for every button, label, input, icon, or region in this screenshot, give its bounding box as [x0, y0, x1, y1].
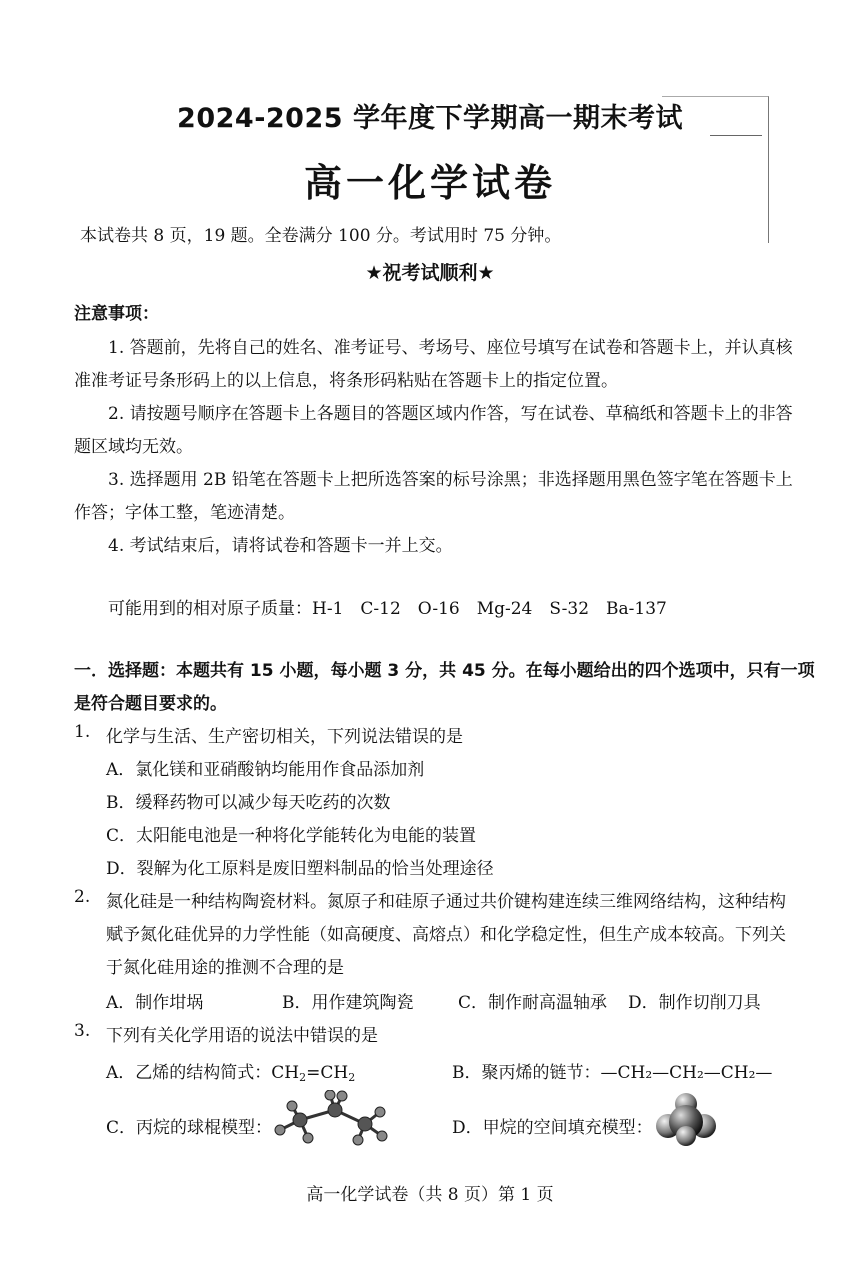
section-heading: 一．选择题：本题共有 15 小题，每小题 3 分，共 45 分。在每小题给出的四个选项中，只有一项 — [74, 661, 815, 681]
option-b: B．缓释药物可以减少每天吃药的次数 — [106, 793, 391, 813]
notice-item: 作答；字体工整，笔迹清楚。 — [74, 503, 295, 523]
question-number: 1. — [74, 722, 91, 742]
notice-item: 2. 请按题号顺序在答题卡上各题目的答题区域内作答，写在试卷、草稿纸和答题卡上的非答 — [108, 404, 793, 424]
option-d: D．裂解为化工原料是废旧塑料制品的恰当处理途径 — [106, 859, 494, 879]
subject-title: 高一化学试卷 — [303, 161, 556, 205]
ethylene-formula — [271, 1063, 355, 1083]
option-a-label: A．乙烯的结构简式： — [106, 1063, 272, 1083]
option-d: D．甲烷的空间填充模型： — [452, 1118, 653, 1138]
notice-item: 题区域均无效。 — [74, 437, 193, 457]
exam-intro: 本试卷共 8 页，19 题。全卷满分 100 分。考试用时 75 分钟。 — [80, 226, 562, 246]
propane-ball-stick-model — [270, 1090, 400, 1150]
methane-space-filling-model — [654, 1092, 718, 1148]
page-footer: 高一化学试卷（共 8 页）第 1 页 — [306, 1185, 554, 1205]
question-stem: 化学与生活、生产密切相关，下列说法错误的是 — [106, 727, 463, 747]
question-stem: 氮化硅是一种结构陶瓷材料。氮原子和硅原子通过共价键构建连续三维网络结构，这种结构 — [106, 892, 786, 912]
question-number: 2. — [74, 887, 91, 907]
question-stem-cont: 于氮化硅用途的推测不合理的是 — [106, 958, 344, 978]
notice-title: 注意事项： — [74, 304, 159, 324]
option-c: C．制作耐高温轴承 — [458, 993, 608, 1013]
option-d: D．制作切削刀具 — [628, 993, 761, 1013]
formula-part: CH — [271, 1063, 300, 1083]
exam-title: 2024-2025 学年度下学期高一期末考试 — [177, 103, 683, 134]
question-stem-cont: 赋予氮化硅优异的力学性能（如高硬度、高熔点）和化学稳定性，但生产成本较高。下列关 — [106, 925, 786, 945]
formula-part: =CH — [306, 1063, 349, 1083]
option-b: B．用作建筑陶瓷 — [282, 993, 414, 1013]
option-a — [106, 1058, 355, 1084]
question-number: 3. — [74, 1021, 91, 1041]
notice-item: 3. 选择题用 2B 铅笔在答题卡上把所选答案的标号涂黑；非选择题用黑色签字笔在答题卡上 — [108, 470, 793, 490]
atomic-masses: 可能用到的相对原子质量：H-1 C-12 O-16 Mg-24 S-32 Ba-137 — [108, 599, 667, 619]
good-luck-banner: ★祝考试顺利★ — [365, 262, 495, 284]
seal-rule — [710, 135, 762, 136]
formula-subscript: 2 — [348, 1071, 356, 1084]
section-heading-cont: 是符合题目要求的。 — [74, 694, 227, 714]
option-b: B．聚丙烯的链节：—CH₂—CH₂—CH₂— — [452, 1063, 773, 1083]
option-a: A．氯化镁和亚硝酸钠均能用作食品添加剂 — [106, 760, 425, 780]
formula-subscript: 2 — [299, 1071, 307, 1084]
option-c: C．丙烷的球棍模型： — [106, 1118, 273, 1138]
question-stem: 下列有关化学用语的说法中错误的是 — [106, 1026, 378, 1046]
notice-item: 准准考证号条形码上的以上信息，将条形码粘贴在答题卡上的指定位置。 — [74, 371, 618, 391]
option-a: A．制作坩埚 — [106, 993, 204, 1013]
notice-item: 4. 考试结束后，请将试卷和答题卡一并上交。 — [108, 536, 453, 556]
notice-item: 1. 答题前，先将自己的姓名、准考证号、考场号、座位号填写在试卷和答题卡上，并认真核 — [108, 338, 793, 358]
option-c: C．太阳能电池是一种将化学能转化为电能的装置 — [106, 826, 477, 846]
